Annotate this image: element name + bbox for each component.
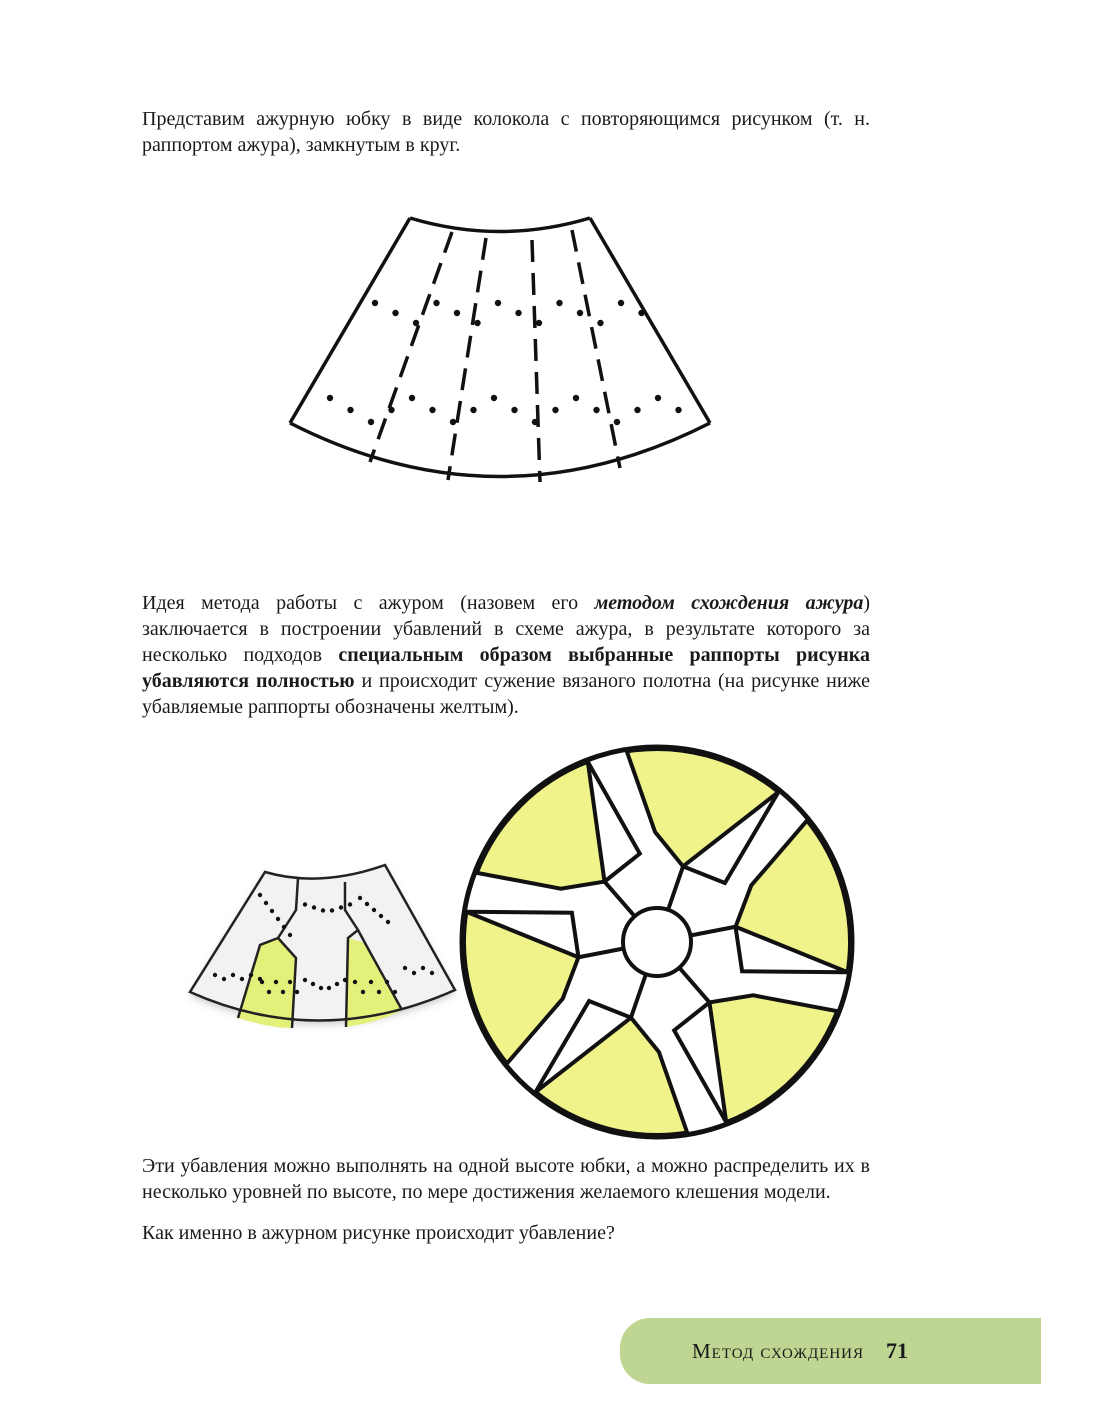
- lace-dot: [327, 395, 333, 401]
- lace-dot: [321, 908, 325, 912]
- lace-dot: [339, 905, 343, 909]
- lace-dot: [515, 310, 521, 316]
- lace-dot: [638, 310, 644, 316]
- lace-dot: [597, 320, 603, 326]
- lace-dot: [260, 980, 264, 984]
- lace-dot: [327, 986, 331, 990]
- lace-dot: [288, 933, 292, 937]
- lace-dot: [552, 407, 558, 413]
- lace-dot: [365, 902, 369, 906]
- lace-dot: [368, 419, 374, 425]
- lace-dot: [511, 407, 517, 413]
- lace-dot: [409, 395, 415, 401]
- lace-dot: [573, 395, 579, 401]
- bell-skirt-diagram: [280, 200, 720, 500]
- lace-dot: [495, 300, 501, 306]
- lace-dot: [655, 395, 661, 401]
- lace-dot: [385, 980, 389, 984]
- lace-dot: [274, 980, 278, 984]
- lace-dot: [577, 310, 583, 316]
- lace-dot: [348, 902, 352, 906]
- lace-dot: [532, 419, 538, 425]
- lace-dot: [270, 909, 274, 913]
- lace-dot: [536, 320, 542, 326]
- lace-dot: [450, 419, 456, 425]
- lace-dot: [413, 320, 419, 326]
- lace-dot: [593, 407, 599, 413]
- circle-diagram: [455, 740, 860, 1145]
- lace-dot: [276, 917, 280, 921]
- lace-dot: [303, 978, 307, 982]
- lace-dot: [421, 966, 425, 970]
- lace-dot: [675, 407, 681, 413]
- lace-dot: [369, 980, 373, 984]
- lace-dot: [347, 407, 353, 413]
- lace-dot: [433, 300, 439, 306]
- lace-dot: [379, 914, 383, 918]
- lace-dot: [267, 990, 271, 994]
- bold-statement: специальным образом выбранные раппорты рисунка убавляются полностью: [142, 644, 870, 692]
- lace-dot: [454, 310, 460, 316]
- lace-dot: [614, 419, 620, 425]
- lace-dot: [491, 395, 497, 401]
- lace-dot: [312, 905, 316, 909]
- lace-dot: [303, 902, 307, 906]
- lace-dot: [556, 300, 562, 306]
- lace-dot: [392, 310, 398, 316]
- lace-dot: [386, 920, 390, 924]
- lace-dot: [634, 407, 640, 413]
- lace-dot: [264, 901, 268, 905]
- lace-dot: [403, 966, 407, 970]
- lace-dot: [343, 978, 347, 982]
- lace-dot: [353, 980, 357, 984]
- lace-dot: [288, 980, 292, 984]
- lace-dot: [213, 973, 217, 977]
- lace-dot: [388, 407, 394, 413]
- lace-dot: [429, 407, 435, 413]
- lace-dot: [295, 990, 299, 994]
- lace-dot: [372, 908, 376, 912]
- page-number: 71: [886, 1338, 909, 1363]
- lace-dot: [474, 320, 480, 326]
- lace-dot: [319, 986, 323, 990]
- footer-banner: [620, 1318, 1041, 1384]
- lace-dot: [258, 893, 262, 897]
- yellow-wedge: [709, 995, 837, 1122]
- lace-dot: [361, 990, 365, 994]
- method-paragraph: Идея метода работы с ажуром (назовем его методом схождения ажура) заключается в построении убавлений в схеме ажура, в результате которого за несколько подходов специальным образом выбранные раппорты рисунка убавляются полностью и происходит сужение вязаного полотна (на рисунке ниже убавляемые раппорты обозначены желтым).: [142, 592, 870, 718]
- lace-dot: [222, 977, 226, 981]
- lace-dot: [281, 990, 285, 994]
- lace-dot: [335, 982, 339, 986]
- lace-dot: [249, 973, 253, 977]
- lace-dot: [372, 300, 378, 306]
- lace-dot: [311, 982, 315, 986]
- lace-dot: [240, 977, 244, 981]
- lace-dot: [393, 990, 397, 994]
- intro-paragraph: Представим ажурную юбку в виде колокола с повторяющимся рисунком (т. н. раппортом ажура), замкнутым в круг.: [142, 108, 870, 156]
- chapter-title: Метод схождения: [692, 1338, 865, 1363]
- lace-dot: [412, 971, 416, 975]
- lace-dot: [330, 908, 334, 912]
- lace-dot: [231, 973, 235, 977]
- levels-paragraph: Эти убавления можно выполнять на одной высоте юбки, а можно распределить их в несколько уровней по высоте, по мере достижения желаемого клешения модели.: [142, 1155, 870, 1203]
- lace-dot: [430, 971, 434, 975]
- lace-dot: [618, 300, 624, 306]
- small-skirt-diagram: [180, 850, 460, 1040]
- method-name: методом схождения ажура: [594, 592, 864, 614]
- lace-dot: [358, 896, 362, 900]
- yellow-wedge: [477, 762, 605, 889]
- lace-dot: [377, 990, 381, 994]
- lace-dot: [470, 407, 476, 413]
- lace-dot: [282, 925, 286, 929]
- question-paragraph: Как именно в ажурном рисунке происходит убавление?: [142, 1222, 615, 1244]
